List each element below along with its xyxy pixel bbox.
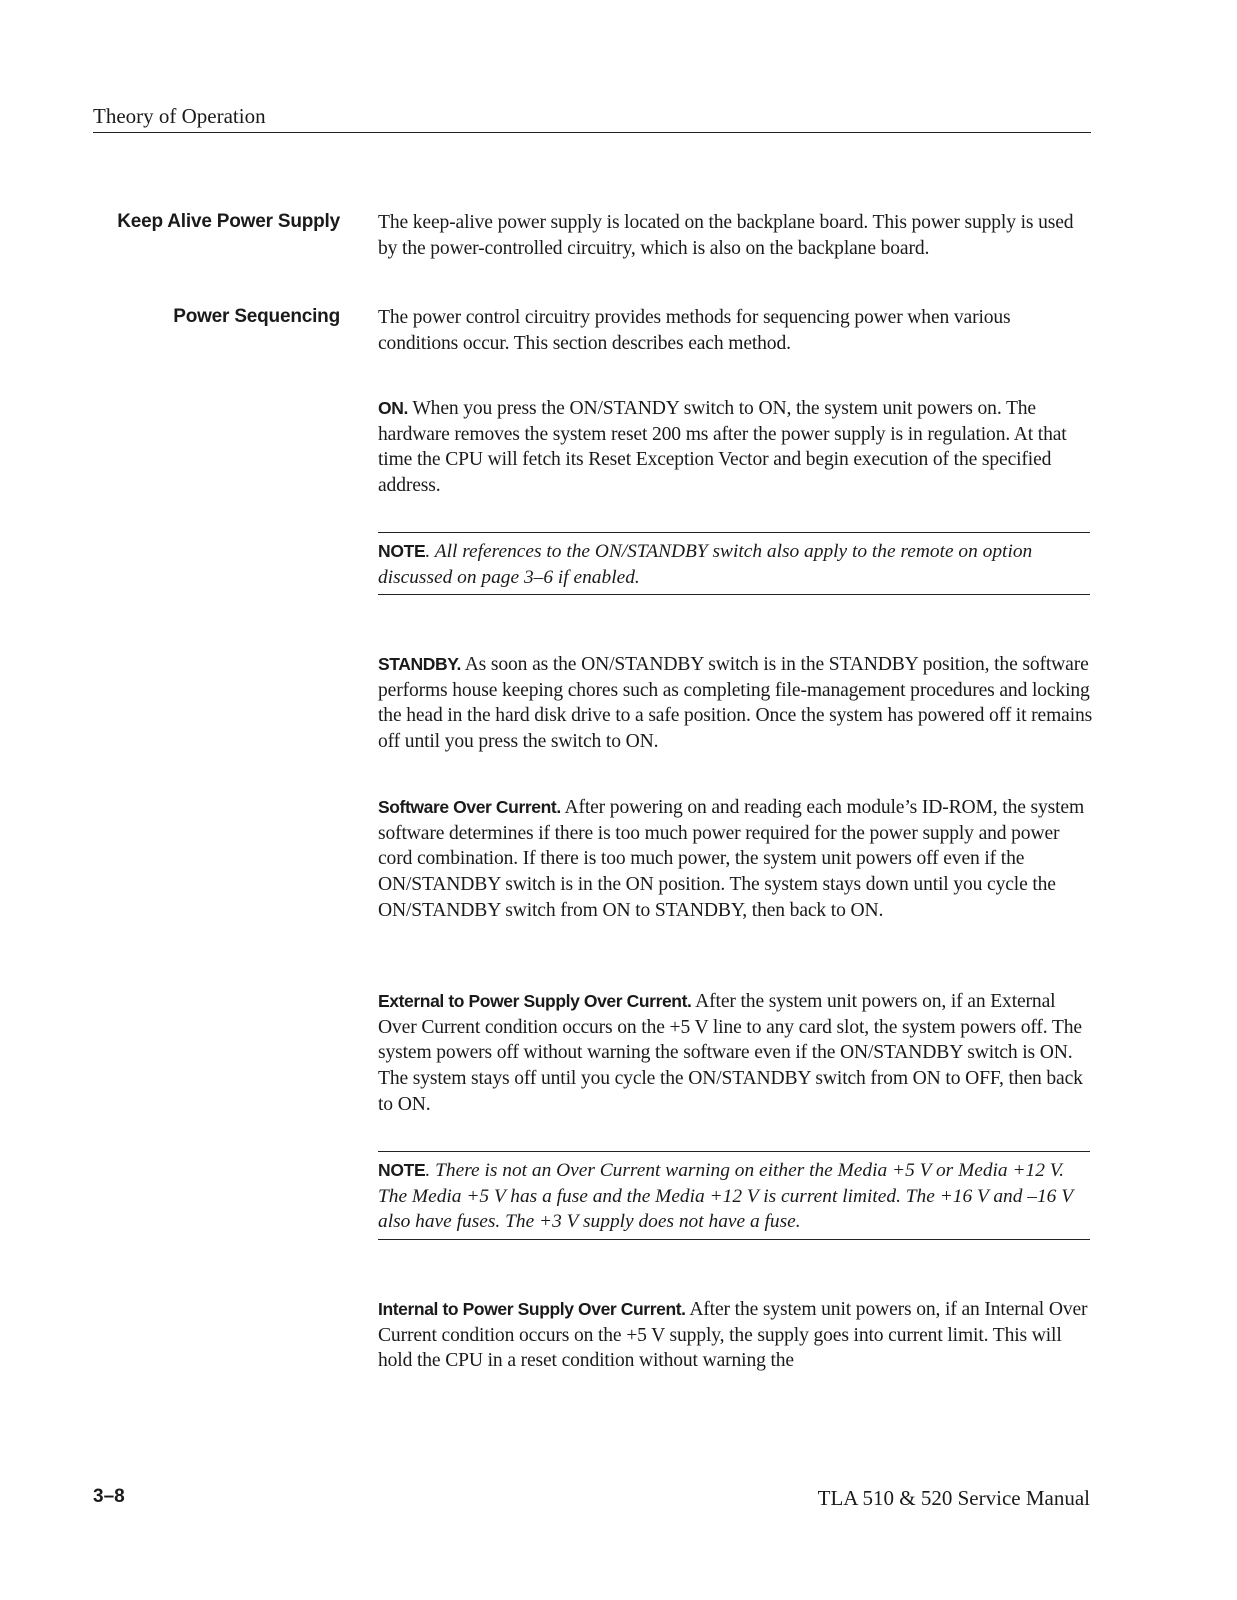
note-label: NOTE [378,541,426,561]
keep-alive-paragraph: The keep-alive power supply is located on the backplane board. This power supply is used by the power-controlled circuitry, which is also on the backplane board. [378,212,1074,259]
note-text: . There is not an Over Current warning on either the Media +5 V or Media +12 V. The Media +5 V has a fuse and the Media +12 V is current limited. The +16 V and –16 V also have fuses. The +3 V supply does not have a fuse. [378,1160,1073,1233]
running-head: Theory of Operation [93,104,266,128]
note-remote-on [378,532,1090,595]
note-label: NOTE [378,1160,426,1180]
external-over-current-title: External to Power Supply Over Current. [378,991,692,1011]
heading-power-sequencing: Power Sequencing [173,306,340,327]
note-text: . All references to the ON/STANDBY switch also apply to the remote on option discussed on page 3–6 if enabled. [378,541,1033,588]
internal-over-current-paragraph [378,1297,1094,1374]
note-over-current-warning [378,1151,1090,1240]
on-text: When you press the ON/STANDY switch to ON, the system unit powers on. The hardware removes the system reset 200 ms after the power supply is in regulation. At that time the CPU will fetch its Reset Exception Vector and begin execution of the specified address. [378,398,1067,497]
power-sequencing-intro: The power control circuitry provides methods for sequencing power when various conditions occur. This section describes each method. [378,307,1011,354]
on-paragraph [378,396,1094,499]
manual-title: TLA 510 & 520 Service Manual [817,1486,1090,1510]
page-number: 3–8 [93,1486,125,1507]
external-over-current-text: After the system unit powers on, if an External Over Current condition occurs on the +5 V line to any card slot, the system powers off. The system powers off without warning the software even if the ON/STANDBY switch is ON. The system stays off until you cycle the ON/STANDBY switch from ON to OFF, then back to ON. [378,991,1083,1115]
standby-paragraph [378,652,1094,755]
external-over-current-paragraph [378,989,1094,1118]
software-over-current-text: After powering on and reading each module’s ID-ROM, the system software determines if there is too much power required for the power supply and power cord combination. If there is too much power, the system unit powers off even if the ON/STANDBY switch is in the ON position. The system stays down until you cycle the ON/STANDBY switch from ON to STANDBY, then back to ON. [378,797,1085,921]
on-title: ON. [378,398,408,418]
internal-over-current-text: After the system unit powers on, if an Internal Over Current condition occurs on the +5 V supply, the supply goes into current limit. This will hold the CPU in a reset condition without warning the [378,1299,1088,1372]
standby-text: As soon as the ON/STANDBY switch is in the STANDBY position, the software performs house keeping chores such as completing file-management procedures and locking the head in the hard disk drive to a safe position. Once the system has powered off it remains off until you press the switch to ON. [378,654,1093,753]
header-rule [93,132,1091,133]
internal-over-current-title: Internal to Power Supply Over Current. [378,1299,686,1319]
standby-title: STANDBY. [378,654,462,674]
heading-keep-alive-power-supply: Keep Alive Power Supply [117,211,340,232]
software-over-current-paragraph [378,795,1094,924]
software-over-current-title: Software Over Current. [378,797,561,817]
